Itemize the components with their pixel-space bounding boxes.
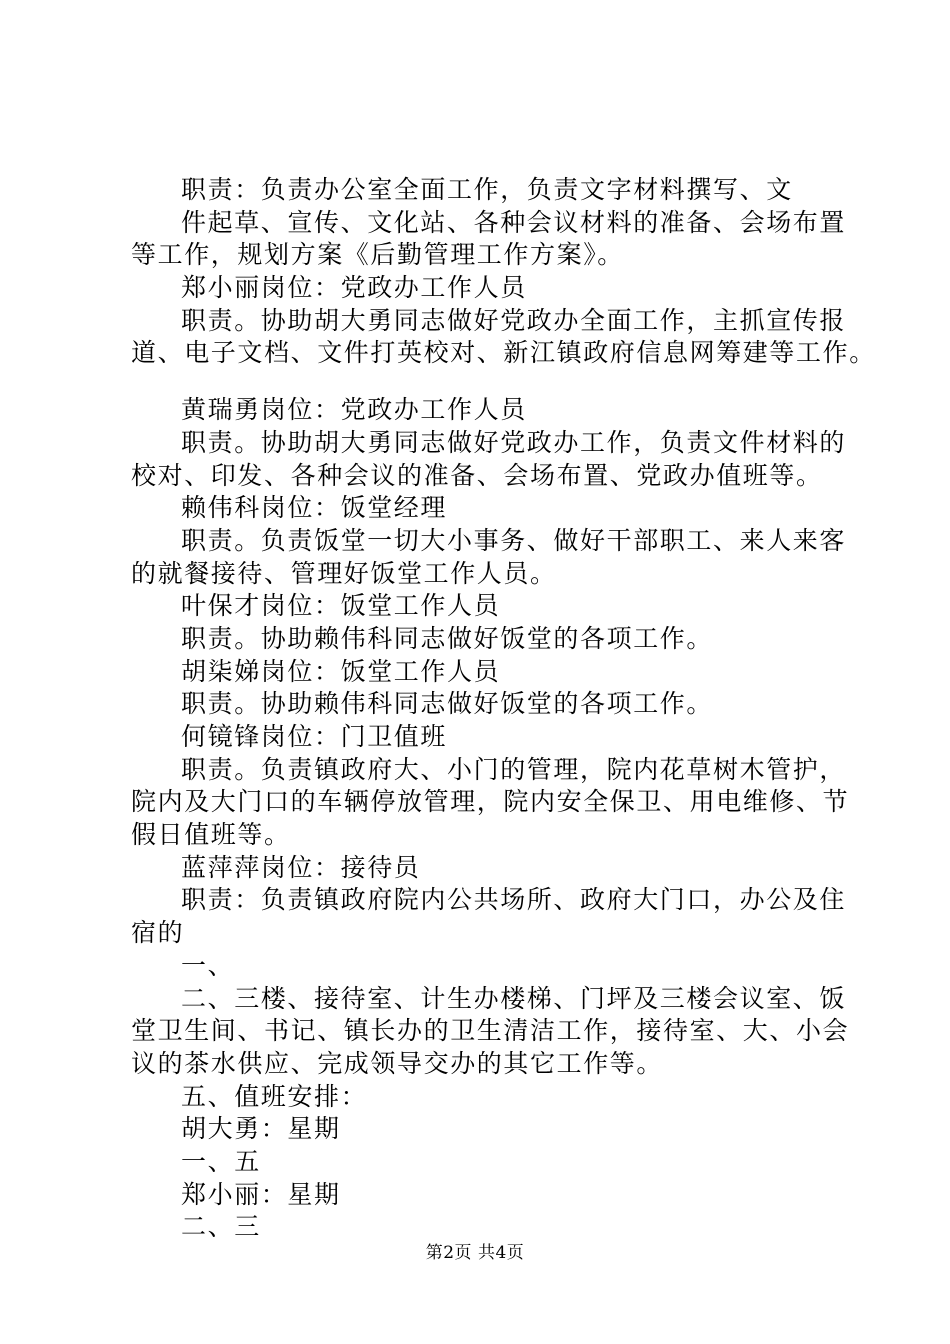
text-line: 职责。协助赖伟科同志做好饭堂的各项工作。: [181, 623, 714, 653]
text-line: 职责：负责镇政府院内公共场所、政府大门口，办公及住: [181, 885, 847, 915]
text-line: 假日值班等。: [131, 820, 291, 850]
text-line: 蓝萍萍岗位：接待员: [181, 852, 421, 882]
text-line: 职责：负责办公室全面工作，负责文字材料撰写、文: [181, 175, 793, 204]
text-line: 黄瑞勇岗位：党政办工作人员: [181, 395, 527, 425]
text-line: 职责。协助胡大勇同志做好党政办工作，负责文件材料的: [181, 427, 847, 457]
text-line: 职责。协助赖伟科同志做好饭堂的各项工作。: [181, 689, 714, 719]
text-line: 五、值班安排：: [181, 1081, 368, 1111]
text-line: 叶保才岗位：饭堂工作人员: [181, 591, 501, 621]
text-line: 一、五: [181, 1146, 261, 1176]
page-footer: 第2页 共4页: [425, 1243, 525, 1263]
paragraph-gap: [131, 370, 843, 394]
text-line: 的就餐接待、管理好饭堂工作人员。: [131, 558, 557, 588]
text-line: 职责。负责饭堂一切大小事务、做好干部职工、来人来客: [181, 525, 847, 555]
document-body: [131, 174, 876, 1244]
text-line: 二、三: [181, 1212, 261, 1242]
text-line: 职责。协助胡大勇同志做好党政办全面工作，主抓宣传报: [181, 305, 847, 335]
text-line: 赖伟科岗位：饭堂经理: [181, 493, 448, 523]
text-line: 何镜锋岗位：门卫值班: [181, 722, 448, 751]
text-line: 件起草、宣传、文化站、各种会议材料的准备、会场布置: [181, 207, 847, 237]
text-line: 胡大勇：星期: [181, 1114, 341, 1144]
text-line: 一、: [181, 950, 235, 980]
text-line: 二、三楼、接待室、计生办楼梯、门坪及三楼会议室、饭: [181, 983, 847, 1013]
text-line: 院内及大门口的车辆停放管理，院内安全保卫、用电维修、节: [131, 787, 850, 817]
text-line: 校对、印发、各种会议的准备、会场布置、党政办值班等。: [131, 460, 823, 490]
text-line: 道、电子文档、文件打英校对、新江镇政府信息网筹建等工作。: [131, 338, 876, 368]
text-line: 职责。负责镇政府大、小门的管理，院内花草树木管护，: [181, 754, 847, 784]
text-line: 胡柒娣岗位：饭堂工作人员: [181, 656, 501, 686]
text-line: 堂卫生间、书记、镇长办的卫生清洁工作，接待室、大、小会: [131, 1016, 850, 1046]
text-line: 郑小丽：星期: [181, 1179, 341, 1209]
text-line: 等工作，规划方案《后勤管理工作方案》。: [131, 240, 624, 270]
text-line: 郑小丽岗位：党政办工作人员: [181, 273, 527, 303]
text-line: 议的茶水供应、完成领导交办的其它工作等。: [131, 1048, 664, 1078]
text-line: 宿的: [131, 918, 185, 948]
